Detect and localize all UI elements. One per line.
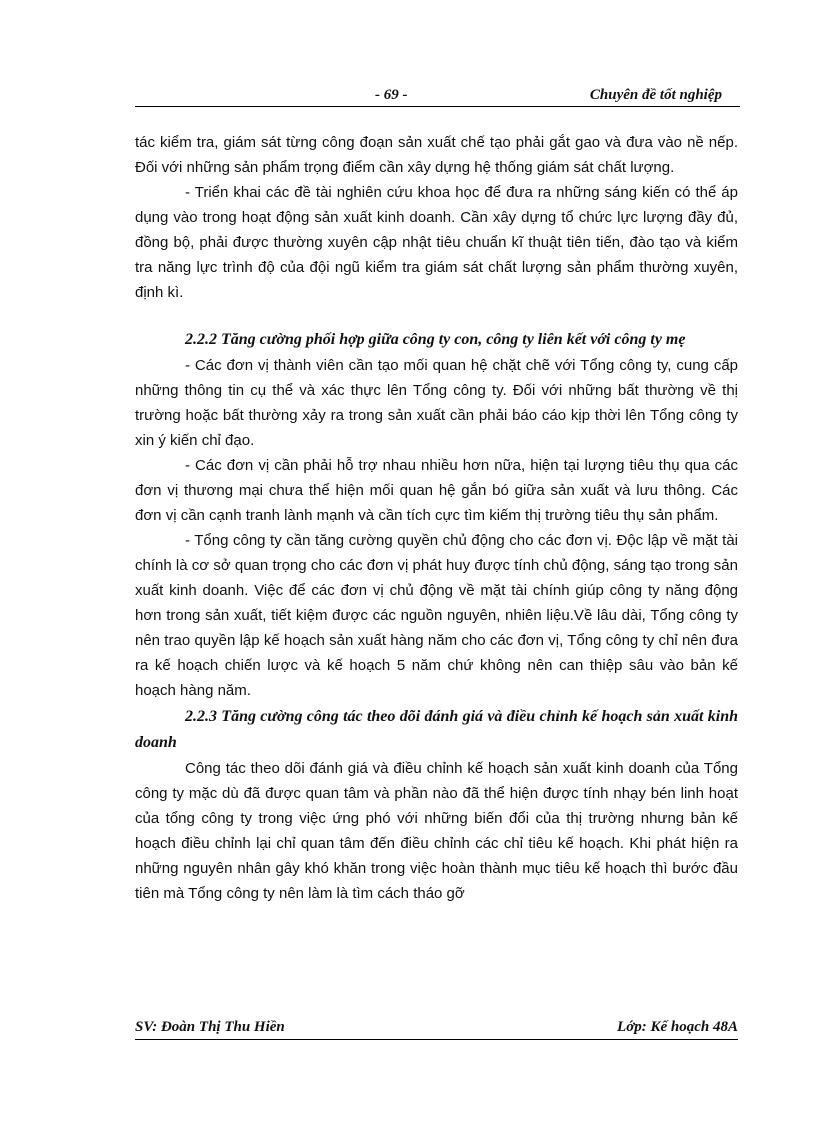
paragraph-continued: tác kiểm tra, giám sát từng công đoạn sản xuất chế tạo phải gắt gao và đưa vào nề nếp. Đối với những sản phẩm trọng điểm cần xây dựng hệ thống giám sát chất lượng. [135, 134, 738, 176]
student-name: SV: Đoàn Thị Thu Hiền [135, 1019, 285, 1035]
paragraph-monitoring: Công tác theo dõi đánh giá và điều chỉnh kế hoạch sản xuất kinh doanh của Tổng công ty mặc dù đã được quan tâm và phần nào đã thể hiện được tính nhạy bén linh hoạt của tổng công ty trong việc ứng phó với những biến đổi của thị trường nhưng bản kế hoạch điều chỉnh lại chỉ quan tâm đến điều chỉnh các chỉ tiêu kế hoạch. Khi phát hiện ra những nguyên nhân gây khó khăn trong việc hoàn thành mục tiêu kế hoạch thì bước đầu tiên mà Tổng công ty nên làm là tìm cách tháo gỡ [135, 760, 738, 902]
section-heading-2-2-3: 2.2.3 Tăng cường công tác theo dõi đánh giá và điều chỉnh kế hoạch sản xuất kinh doanh [135, 708, 738, 751]
class-name: Lớp: Kế hoạch 48A [617, 1019, 738, 1035]
document-body [135, 130, 738, 906]
page-header [135, 86, 740, 107]
paragraph-member-units: - Các đơn vị thành viên cần tạo mối quan hệ chặt chẽ với Tổng công ty, cung cấp những thông tin cụ thể và xác thực lên Tổng công ty. Đối với những bất thường về thị trường hoặc bất thường xảy ra trong sản xuất cần phải báo cáo kịp thời lên Tổng công ty xin ý kiến chỉ đạo. [135, 357, 738, 449]
page-footer [135, 1019, 738, 1040]
document-title: Chuyên đề tốt nghiệp [589, 87, 722, 103]
paragraph-mutual-support: - Các đơn vị cần phải hỗ trợ nhau nhiều hơn nữa, hiện tại lượng tiêu thụ qua các đơn vị thương mại chưa thể hiện mối quan hệ gắn bó giữa sản xuất và lưu thông. Các đơn vị cần cạnh tranh lành mạnh và cần tích cực tìm kiếm thị trường tiêu thụ sản phẩm. [135, 457, 738, 524]
paragraph-research: - Triển khai các đề tài nghiên cứu khoa học để đưa ra những sáng kiến có thể áp dụng vào trong hoạt động sản xuất kinh doanh. Cần xây dựng tổ chức lực lượng đầy đủ, đồng bộ, phải được thường xuyên cập nhật tiêu chuẩn kĩ thuật tiên tiến, đào tạo và kiểm tra năng lực trình độ của đội ngũ kiểm tra giám sát chất lượng sản phẩm thường xuyên, định kì. [135, 184, 738, 301]
paragraph-autonomy: - Tổng công ty cần tăng cường quyền chủ động cho các đơn vị. Độc lập về mặt tài chính là cơ sở quan trọng cho các đơn vị phát huy được tính chủ động, sáng tạo trong sản xuất kinh doanh. Việc để các đơn vị chủ động về mặt tài chính giúp công ty năng động hơn trong sản xuất, tiết kiệm được các nguồn nguyên, nhiên liệu.Về lâu dài, Tổng công ty nên trao quyền lập kế hoạch sản xuất hàng năm cho các đơn vị, Tổng công ty chỉ nên đưa ra kế hoạch chiến lược và kế hoạch 5 năm chứ không nên can thiệp sâu vào bản kế hoạch hàng năm. [135, 532, 738, 699]
section-heading-2-2-2: 2.2.2 Tăng cường phối hợp giữa công ty con, công ty liên kết với công ty mẹ [185, 331, 686, 348]
page-number: - 69 - [375, 87, 408, 103]
